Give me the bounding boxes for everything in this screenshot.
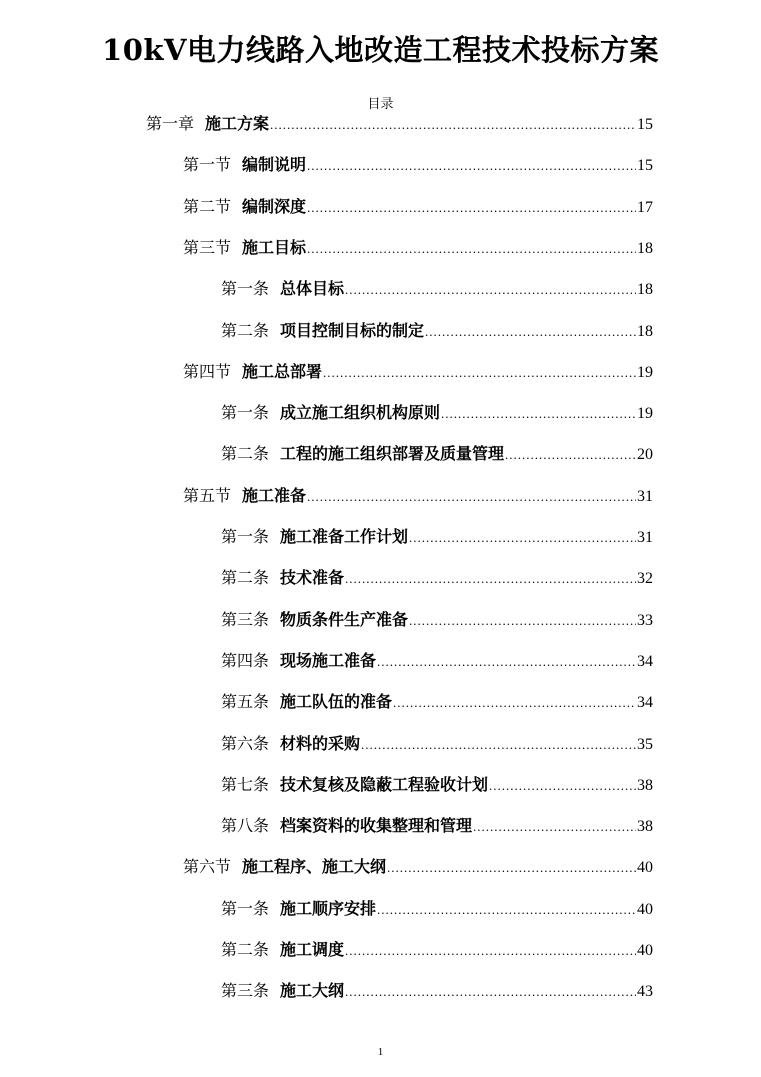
toc-entry-number: 第一条 <box>221 899 270 918</box>
toc-entry[interactable] <box>221 775 653 795</box>
toc-entry-title: 技术复核及隐蔽工程验收计划 <box>280 775 489 794</box>
toc-entry-page: 43 <box>637 983 653 1000</box>
toc-entry-title: 编制深度 <box>242 197 307 216</box>
page-number: 1 <box>377 1046 384 1058</box>
toc-entry-title: 施工队伍的准备 <box>280 692 393 711</box>
toc-entry-title: 施工调度 <box>280 940 345 959</box>
toc-entry-page: 31 <box>637 529 653 546</box>
toc-leader-dots <box>489 776 636 796</box>
toc-entry-title: 施工大纲 <box>280 981 345 1000</box>
toc-entry-number: 第三条 <box>221 610 270 629</box>
toc-entry-number: 第三条 <box>221 981 270 1000</box>
toc-entry[interactable] <box>221 444 653 464</box>
toc-entry-number: 第一条 <box>221 403 270 422</box>
toc-entry[interactable] <box>183 155 653 175</box>
toc-entry-page: 38 <box>637 777 653 794</box>
toc-entry-number: 第八条 <box>221 816 270 835</box>
toc-entry-number: 第一条 <box>221 279 270 298</box>
toc-entry-page: 32 <box>637 570 653 587</box>
toc-entry-page: 33 <box>637 612 653 629</box>
toc-entry-title: 工程的施工组织部署及质量管理 <box>280 444 505 463</box>
toc-entry-number: 第一节 <box>183 155 232 174</box>
toc-entry-title: 施工程序、施工大纲 <box>242 857 387 876</box>
toc-entry-page: 18 <box>637 281 653 298</box>
toc-entry-page: 34 <box>637 694 653 711</box>
toc-entry-number: 第三节 <box>183 238 232 257</box>
toc-entry-number: 第四条 <box>221 651 270 670</box>
toc-entry-page: 19 <box>637 405 653 422</box>
toc-leader-dots <box>307 487 636 507</box>
toc-entry-title: 物质条件生产准备 <box>280 610 409 629</box>
toc-leader-dots <box>387 858 636 878</box>
toc-entry-number: 第六节 <box>183 857 232 876</box>
toc-entry[interactable] <box>183 857 653 877</box>
toc-entry[interactable] <box>221 568 653 588</box>
toc-entry[interactable] <box>221 734 653 754</box>
toc-entry-number: 第六条 <box>221 734 270 753</box>
toc-entry-page: 15 <box>637 157 653 174</box>
toc-entry-title: 施工总部署 <box>242 362 323 381</box>
toc-leader-dots <box>505 445 636 465</box>
toc-entry[interactable] <box>221 981 653 1001</box>
toc-entry[interactable] <box>221 527 653 547</box>
toc-entry-title: 编制说明 <box>242 155 307 174</box>
toc-entry-title: 档案资料的收集整理和管理 <box>280 816 473 835</box>
toc-entry-number: 第二节 <box>183 197 232 216</box>
toc-entry-number: 第五条 <box>221 692 270 711</box>
toc-leader-dots <box>409 611 636 631</box>
toc-entry-title: 项目控制目标的制定 <box>280 321 425 340</box>
toc-entry-page: 40 <box>637 901 653 918</box>
toc-entry[interactable] <box>221 321 653 341</box>
toc-entry-page: 17 <box>637 199 653 216</box>
toc-entry-title: 材料的采购 <box>280 734 361 753</box>
toc-entry-page: 31 <box>637 488 653 505</box>
toc-entry[interactable] <box>183 197 653 217</box>
toc-heading: 目录 <box>367 97 394 112</box>
toc-entry-number: 第七条 <box>221 775 270 794</box>
toc-entry[interactable] <box>221 940 653 960</box>
toc-entry-title: 施工方案 <box>205 114 270 133</box>
toc-entry-page: 18 <box>637 240 653 257</box>
toc-leader-dots <box>377 900 636 920</box>
toc-entry-page: 35 <box>637 736 653 753</box>
toc-leader-dots <box>323 363 636 383</box>
toc-entry-page: 34 <box>637 653 653 670</box>
toc-entry-title: 现场施工准备 <box>280 651 377 670</box>
toc-entry[interactable] <box>183 362 653 382</box>
toc-entry-number: 第一条 <box>221 527 270 546</box>
toc-entry[interactable] <box>221 816 653 836</box>
toc-entry-title: 施工目标 <box>242 238 307 257</box>
toc-leader-dots <box>270 115 636 135</box>
toc-entry[interactable] <box>183 238 653 258</box>
toc-entry[interactable] <box>221 651 653 671</box>
toc-entry-title: 总体目标 <box>280 279 345 298</box>
toc-entry[interactable] <box>221 610 653 630</box>
toc-entry-number: 第一章 <box>146 114 195 133</box>
toc-entry-number: 第二条 <box>221 940 270 959</box>
toc-leader-dots <box>409 528 636 548</box>
toc-entry[interactable] <box>183 486 653 506</box>
document-title: 10kV电力线路入地改造工程技术投标方案 <box>102 33 659 67</box>
toc-leader-dots <box>345 941 636 961</box>
toc-leader-dots <box>377 652 636 672</box>
toc-entry-title: 成立施工组织机构原则 <box>280 403 441 422</box>
toc-leader-dots <box>441 404 636 424</box>
toc-entry-number: 第五节 <box>183 486 232 505</box>
toc-entry-page: 40 <box>637 942 653 959</box>
toc-leader-dots <box>307 239 636 259</box>
toc-entry[interactable] <box>221 899 653 919</box>
toc-leader-dots <box>307 198 636 218</box>
toc-leader-dots <box>361 735 636 755</box>
toc-entry-title: 技术准备 <box>280 568 345 587</box>
toc-entry-page: 18 <box>637 323 653 340</box>
toc-leader-dots <box>393 693 636 713</box>
toc-entry-number: 第二条 <box>221 568 270 587</box>
toc-entry-title: 施工准备 <box>242 486 307 505</box>
toc-entry-page: 20 <box>637 446 653 463</box>
toc-entry-number: 第二条 <box>221 444 270 463</box>
toc-entry[interactable] <box>221 403 653 423</box>
toc-entry[interactable] <box>146 114 653 134</box>
toc-leader-dots <box>307 156 636 176</box>
toc-leader-dots <box>345 280 636 300</box>
toc-entry-title: 施工准备工作计划 <box>280 527 409 546</box>
toc-leader-dots <box>473 817 636 837</box>
toc-entry-page: 38 <box>637 818 653 835</box>
toc-entry-page: 15 <box>637 116 653 133</box>
toc-entry-page: 40 <box>637 859 653 876</box>
toc-leader-dots <box>425 322 636 342</box>
toc-leader-dots <box>345 569 636 589</box>
toc-entry-number: 第四节 <box>183 362 232 381</box>
toc-entry[interactable] <box>221 692 653 712</box>
toc-entry-title: 施工顺序安排 <box>280 899 377 918</box>
toc-entry-number: 第二条 <box>221 321 270 340</box>
toc-entry[interactable] <box>221 279 653 299</box>
toc-leader-dots <box>345 982 636 1002</box>
toc-entry-page: 19 <box>637 364 653 381</box>
